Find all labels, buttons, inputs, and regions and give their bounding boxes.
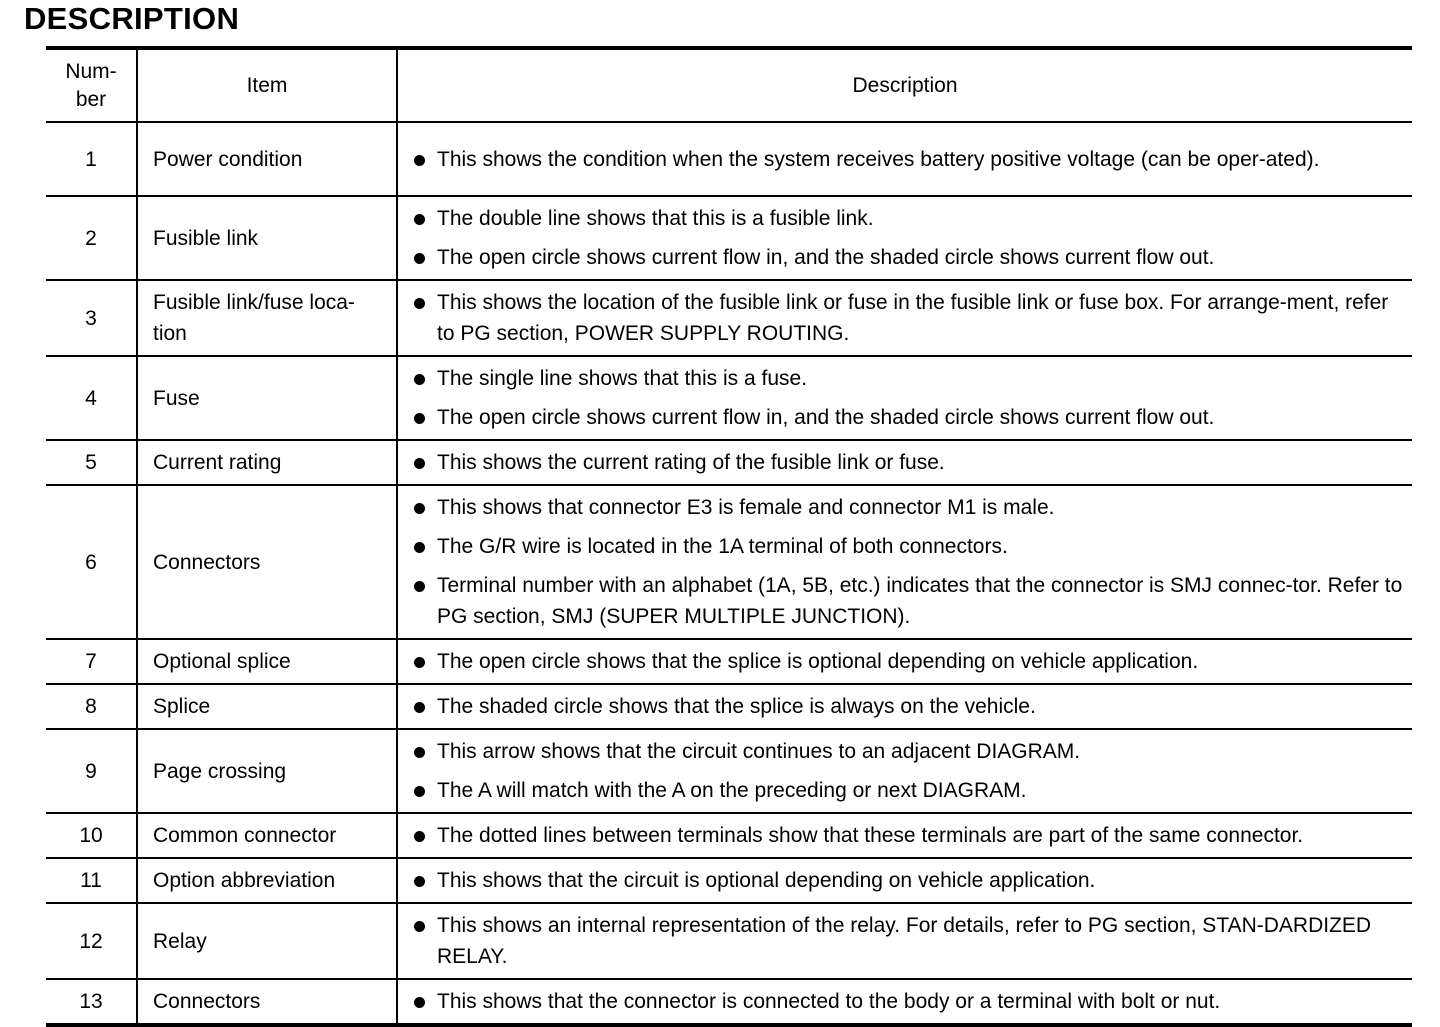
row-number: 4 [46, 356, 137, 440]
bullet-icon [414, 786, 425, 797]
row-number: 11 [46, 858, 137, 903]
row-number: 8 [46, 684, 137, 729]
bullet-item [414, 447, 1404, 478]
bullet-icon [414, 298, 425, 309]
row-description [397, 858, 1412, 903]
row-number: 5 [46, 440, 137, 485]
table-row [46, 858, 1412, 903]
row-item: Optional splice [137, 639, 397, 684]
table-body [46, 122, 1412, 1025]
bullet-item [414, 691, 1404, 722]
bullet-item [414, 144, 1404, 175]
row-number: 13 [46, 979, 137, 1025]
bullet-text: The open circle shows current flow in, and the shaded circle shows current flow out. [437, 406, 1215, 429]
bullet-text: The G/R wire is located in the 1A terminal of both connectors. [437, 535, 1008, 558]
table-row [46, 639, 1412, 684]
bullet-icon [414, 657, 425, 668]
bullet-item [414, 492, 1404, 523]
bullet-item [414, 820, 1404, 851]
bullet-text: The double line shows that this is a fusible link. [437, 207, 874, 230]
bullet-item [414, 910, 1404, 972]
table-row [46, 684, 1412, 729]
bullet-text: The open circle shows that the splice is optional depending on vehicle application. [437, 650, 1199, 673]
bullet-icon [414, 702, 425, 713]
row-item: Fusible link/fuse loca-tion [137, 280, 397, 356]
row-item: Connectors [137, 979, 397, 1025]
bullet-item [414, 986, 1404, 1017]
row-number: 10 [46, 813, 137, 858]
table-row [46, 280, 1412, 356]
bullet-text: This shows that connector E3 is female and connector M1 is male. [437, 496, 1055, 519]
bullet-text: This shows the location of the fusible link or fuse in the fusible link or fuse box. For arrange-ment, refer to PG section, POWER SUPPLY ROUTING. [437, 291, 1389, 345]
row-item: Fuse [137, 356, 397, 440]
row-item: Relay [137, 903, 397, 979]
row-description [397, 684, 1412, 729]
table-row [46, 440, 1412, 485]
row-description [397, 729, 1412, 813]
page-title: DESCRIPTION [24, 1, 240, 36]
header-description: Description [397, 48, 1412, 122]
bullet-icon [414, 155, 425, 166]
row-item: Page crossing [137, 729, 397, 813]
bullet-item [414, 570, 1404, 632]
header-item: Item [137, 48, 397, 122]
row-description [397, 485, 1412, 639]
table-row [46, 122, 1412, 196]
bullet-text: Terminal number with an alphabet (1A, 5B, etc.) indicates that the connector is SMJ connec-tor. Refer to PG section, SMJ (SUPER MULTIPLE JUNCTION). [437, 574, 1403, 628]
row-item: Splice [137, 684, 397, 729]
row-description [397, 813, 1412, 858]
row-number: 12 [46, 903, 137, 979]
bullet-icon [414, 503, 425, 514]
bullet-item [414, 531, 1404, 562]
bullet-text: The shaded circle shows that the splice is always on the vehicle. [437, 695, 1036, 718]
bullet-item [414, 242, 1404, 273]
bullet-icon [414, 214, 425, 225]
table-row [46, 196, 1412, 280]
bullet-text: The open circle shows current flow in, and the shaded circle shows current flow out. [437, 246, 1215, 269]
table-row [46, 903, 1412, 979]
description-table [46, 46, 1412, 1027]
bullet-text: The single line shows that this is a fuse. [437, 367, 808, 390]
row-item: Fusible link [137, 196, 397, 280]
table-row [46, 485, 1412, 639]
row-number: 2 [46, 196, 137, 280]
row-description [397, 122, 1412, 196]
bullet-text: The A will match with the A on the preceding or next DIAGRAM. [437, 779, 1027, 802]
row-description [397, 356, 1412, 440]
bullet-text: This shows that the circuit is optional depending on vehicle application. [437, 869, 1096, 892]
bullet-item [414, 402, 1404, 433]
bullet-icon [414, 831, 425, 842]
row-item: Connectors [137, 485, 397, 639]
row-number: 7 [46, 639, 137, 684]
bullet-icon [414, 413, 425, 424]
bullet-text: This shows that the connector is connected to the body or a terminal with bolt or nut. [437, 990, 1221, 1013]
table-row [46, 813, 1412, 858]
bullet-icon [414, 374, 425, 385]
bullet-text: The dotted lines between terminals show that these terminals are part of the same connector. [437, 824, 1304, 847]
row-number: 3 [46, 280, 137, 356]
row-description [397, 639, 1412, 684]
row-item: Option abbreviation [137, 858, 397, 903]
row-number: 9 [46, 729, 137, 813]
bullet-text: This shows an internal representation of the relay. For details, refer to PG section, STAN-DARDIZED RELAY. [437, 914, 1372, 968]
header-number: Num- ber [46, 48, 137, 122]
bullet-icon [414, 921, 425, 932]
bullet-item [414, 363, 1404, 394]
table-row [46, 356, 1412, 440]
row-item: Common connector [137, 813, 397, 858]
bullet-icon [414, 876, 425, 887]
bullet-item [414, 736, 1404, 767]
bullet-item [414, 865, 1404, 896]
bullet-text: This shows the current rating of the fusible link or fuse. [437, 451, 945, 474]
header-row [46, 48, 1412, 122]
row-description [397, 979, 1412, 1025]
row-description [397, 280, 1412, 356]
row-description [397, 440, 1412, 485]
row-number: 6 [46, 485, 137, 639]
bullet-icon [414, 542, 425, 553]
bullet-item [414, 203, 1404, 234]
bullet-item [414, 775, 1404, 806]
table-row [46, 979, 1412, 1025]
bullet-item [414, 646, 1404, 677]
bullet-icon [414, 253, 425, 264]
bullet-icon [414, 997, 425, 1008]
bullet-icon [414, 581, 425, 592]
bullet-text: This shows the condition when the system receives battery positive voltage (can be oper-ated). [437, 147, 1320, 171]
row-description [397, 196, 1412, 280]
bullet-item [414, 287, 1404, 349]
bullet-icon [414, 747, 425, 758]
row-description [397, 903, 1412, 979]
bullet-text: This arrow shows that the circuit continues to an adjacent DIAGRAM. [437, 740, 1081, 763]
table-row [46, 729, 1412, 813]
row-number: 1 [46, 122, 137, 196]
row-item: Current rating [137, 440, 397, 485]
row-item: Power condition [137, 122, 397, 196]
bullet-icon [414, 458, 425, 469]
